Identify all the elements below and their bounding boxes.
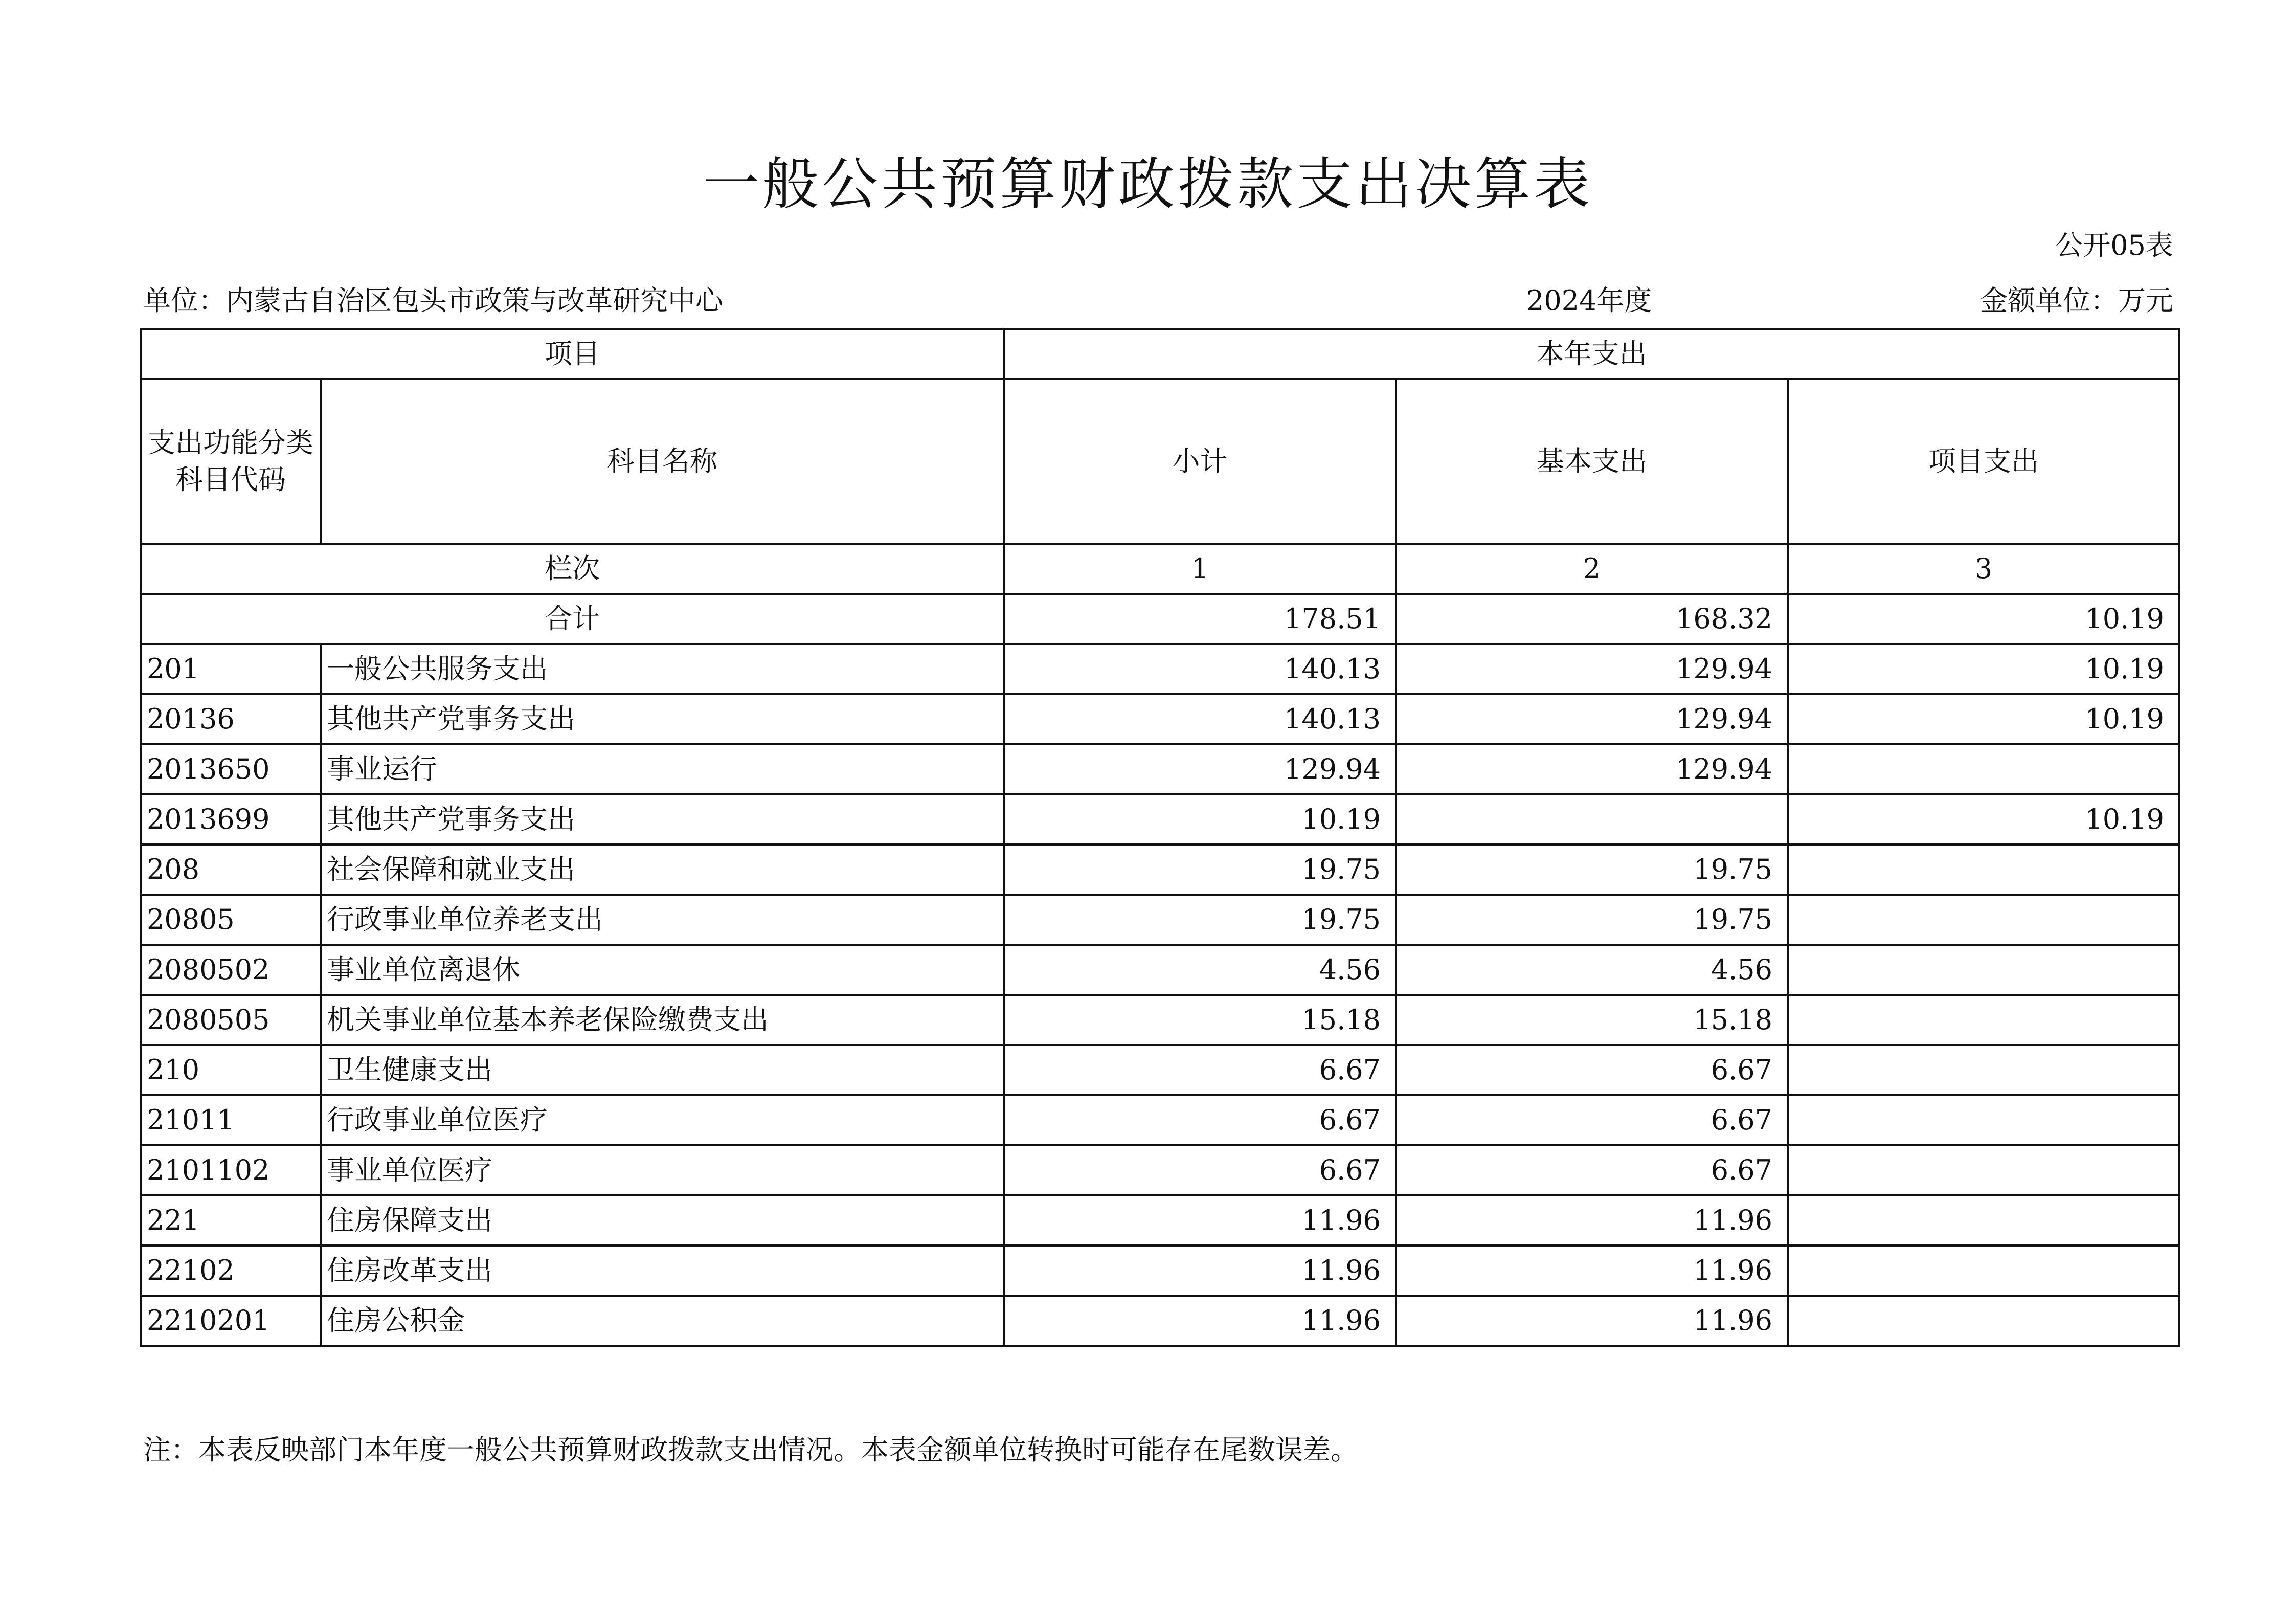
subtotal-cell: 10.19 (1004, 794, 1396, 844)
project-cell: 10.19 (1788, 794, 2179, 844)
subtotal-cell: 19.75 (1004, 844, 1396, 895)
code-cell: 20136 (141, 694, 321, 744)
code-cell: 22102 (141, 1246, 321, 1296)
header-item: 项目 (141, 329, 1004, 379)
subtotal-cell: 6.67 (1004, 1145, 1396, 1195)
year-label: 2024年度 (1526, 284, 1652, 317)
subject-name-cell: 行政事业单位医疗 (321, 1095, 1004, 1145)
header-subject-name: 科目名称 (321, 379, 1004, 544)
basic-cell: 6.67 (1396, 1045, 1788, 1095)
code-cell: 221 (141, 1195, 321, 1246)
table-row (141, 1195, 2179, 1246)
code-cell: 210 (141, 1045, 321, 1095)
footnote: 注：本表反映部门本年度一般公共预算财政拨款支出情况。本表金额单位转换时可能存在尾数误差。 (143, 1434, 1358, 1466)
subject-name-cell: 机关事业单位基本养老保险缴费支出 (321, 995, 1004, 1045)
table-row (141, 1145, 2179, 1195)
subject-name-cell: 其他共产党事务支出 (321, 694, 1004, 744)
column-index-2: 2 (1396, 544, 1788, 594)
header-subtotal: 小计 (1004, 379, 1396, 544)
basic-cell (1396, 794, 1788, 844)
table-row (141, 1296, 2179, 1346)
column-index-label: 栏次 (141, 544, 1004, 594)
project-cell (1788, 945, 2179, 995)
subtotal-cell: 15.18 (1004, 995, 1396, 1045)
subject-name-cell: 社会保障和就业支出 (321, 844, 1004, 895)
table-row (141, 945, 2179, 995)
header-row-1 (141, 329, 2179, 379)
basic-cell: 129.94 (1396, 694, 1788, 744)
project-cell (1788, 1145, 2179, 1195)
header-row-2 (141, 379, 2179, 544)
project-cell (1788, 1195, 2179, 1246)
subtotal-cell: 19.75 (1004, 895, 1396, 945)
basic-cell: 4.56 (1396, 945, 1788, 995)
code-cell: 208 (141, 844, 321, 895)
column-index-1: 1 (1004, 544, 1396, 594)
subject-name-cell: 住房改革支出 (321, 1246, 1004, 1296)
column-index-row (141, 544, 2179, 594)
table-row (141, 895, 2179, 945)
basic-cell: 19.75 (1396, 895, 1788, 945)
code-cell: 2080502 (141, 945, 321, 995)
subtotal-cell: 11.96 (1004, 1195, 1396, 1246)
table-row (141, 694, 2179, 744)
total-basic: 168.32 (1396, 594, 1788, 644)
code-cell: 21011 (141, 1095, 321, 1145)
table-row (141, 744, 2179, 794)
code-cell: 201 (141, 644, 321, 694)
subtotal-cell: 4.56 (1004, 945, 1396, 995)
table-row (141, 1246, 2179, 1296)
table-row (141, 844, 2179, 895)
subtotal-cell: 11.96 (1004, 1296, 1396, 1346)
table-number: 公开05表 (2055, 229, 2173, 261)
code-cell: 20805 (141, 895, 321, 945)
subtotal-cell: 6.67 (1004, 1095, 1396, 1145)
amount-unit-label: 金额单位：万元 (1980, 284, 2173, 317)
total-subtotal: 178.51 (1004, 594, 1396, 644)
basic-cell: 19.75 (1396, 844, 1788, 895)
code-cell: 2013650 (141, 744, 321, 794)
column-index-3: 3 (1788, 544, 2179, 594)
subject-name-cell: 行政事业单位养老支出 (321, 895, 1004, 945)
basic-cell: 11.96 (1396, 1246, 1788, 1296)
project-cell (1788, 895, 2179, 945)
budget-table (140, 328, 2180, 1347)
basic-cell: 6.67 (1396, 1095, 1788, 1145)
subject-name-cell: 事业单位医疗 (321, 1145, 1004, 1195)
header-code: 支出功能分类科目代码 (141, 379, 321, 544)
subject-name-cell: 卫生健康支出 (321, 1045, 1004, 1095)
total-project: 10.19 (1788, 594, 2179, 644)
unit-label: 单位：内蒙古自治区包头市政策与改革研究中心 (143, 284, 723, 317)
table-row (141, 995, 2179, 1045)
subtotal-cell: 140.13 (1004, 644, 1396, 694)
basic-cell: 129.94 (1396, 644, 1788, 694)
basic-cell: 6.67 (1396, 1145, 1788, 1195)
subject-name-cell: 事业运行 (321, 744, 1004, 794)
subject-name-cell: 事业单位离退休 (321, 945, 1004, 995)
project-cell (1788, 844, 2179, 895)
project-cell (1788, 995, 2179, 1045)
table-row (141, 1095, 2179, 1145)
code-cell: 2210201 (141, 1296, 321, 1346)
subtotal-cell: 11.96 (1004, 1246, 1396, 1296)
header-current-year-expense: 本年支出 (1004, 329, 2179, 379)
subject-name-cell: 一般公共服务支出 (321, 644, 1004, 694)
subtotal-cell: 6.67 (1004, 1045, 1396, 1095)
table-row (141, 644, 2179, 694)
project-cell: 10.19 (1788, 644, 2179, 694)
basic-cell: 129.94 (1396, 744, 1788, 794)
basic-cell: 15.18 (1396, 995, 1788, 1045)
code-cell: 2013699 (141, 794, 321, 844)
project-cell (1788, 744, 2179, 794)
subject-name-cell: 住房保障支出 (321, 1195, 1004, 1246)
header-project: 项目支出 (1788, 379, 2179, 544)
subject-name-cell: 住房公积金 (321, 1296, 1004, 1346)
header-basic: 基本支出 (1396, 379, 1788, 544)
project-cell (1788, 1095, 2179, 1145)
subtotal-cell: 129.94 (1004, 744, 1396, 794)
total-row (141, 594, 2179, 644)
basic-cell: 11.96 (1396, 1296, 1788, 1346)
project-cell (1788, 1246, 2179, 1296)
project-cell (1788, 1296, 2179, 1346)
table-row (141, 794, 2179, 844)
page-title: 一般公共预算财政拨款支出决算表 (703, 151, 1593, 217)
basic-cell: 11.96 (1396, 1195, 1788, 1246)
subject-name-cell: 其他共产党事务支出 (321, 794, 1004, 844)
project-cell: 10.19 (1788, 694, 2179, 744)
subtotal-cell: 140.13 (1004, 694, 1396, 744)
table-row (141, 1045, 2179, 1095)
total-label: 合计 (141, 594, 1004, 644)
code-cell: 2080505 (141, 995, 321, 1045)
code-cell: 2101102 (141, 1145, 321, 1195)
project-cell (1788, 1045, 2179, 1095)
